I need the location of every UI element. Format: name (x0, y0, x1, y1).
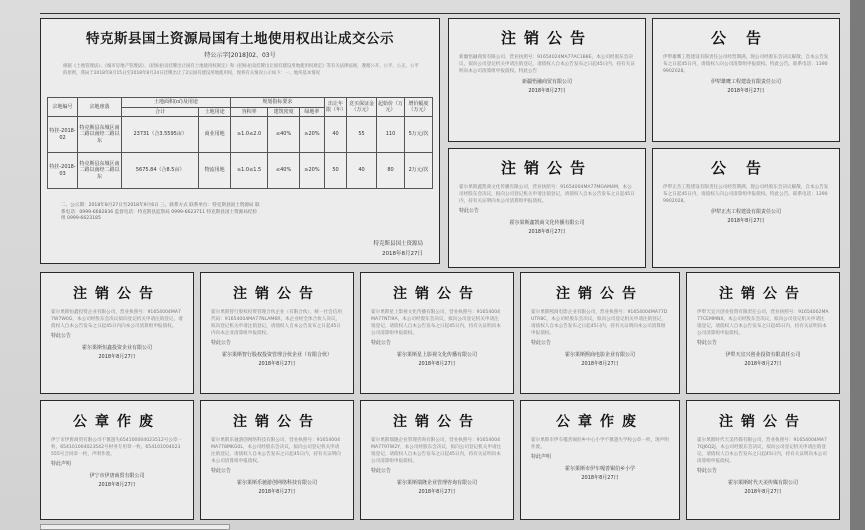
land-parcel-table (47, 97, 433, 189)
notice-body: 霍尔果斯瑞隆企业管理咨询有限公司，营业执照号：91654004MA7797W2Y，本公司经股东会决议，拟向公司登记机关申请注销登记，请债权人自本公告发布之日起45日内，持有关证明向本公司清算组申报债权。 (371, 438, 502, 464)
header-total: 合计 (122, 107, 199, 117)
notice-special: 特此公告 (697, 468, 718, 474)
cell-use: 物流用地 (199, 153, 231, 189)
top-previous-row-strip (40, 0, 840, 14)
land-notice-footer: 二、公示期：2018年8月27日至2018年9月6日 三、联系方式 联系单位：特克斯县国土资源局 联系电话：0999-6682836 监督电话：特克斯县监察局 0999-6623711 特克斯县国土资源局纪检组 0999-6623185 (61, 203, 260, 221)
notice-card (652, 18, 840, 142)
notice-title: 注销公告 (719, 286, 807, 302)
notice-body: 霍尔果斯鑫凯商文化传播有限公司，营业执照号：91654004MA77MGAM4M，本公司经股东会决议，拟向公司登记机关申请注销登记，请债权人自本公告发布之日起45日内，持有关证明向本公司清算组申报债权。 (459, 185, 635, 204)
notice-signer: 霍尔果斯熙商电影企业有限公司 (564, 352, 635, 358)
cell-green: ≥20% (299, 117, 324, 153)
cell-increment: 2万元/次 (405, 153, 433, 189)
notice-card (40, 272, 194, 394)
land-notice-intro: 根据《土地管理法》、《城市房地产管理法》、《招标拍卖挂牌出让国有土地使用权规定》和《招标拍卖挂牌出让国有建设用地使用权规定》等有关法律法规，遵循公开、公平、公正、公平的原则，我局于2018年8月15日至2018年8月24日挂牌出让了2宗国有建设用地使用权，现将有关情况公示如下：一、地块基本情况 (63, 64, 419, 76)
cell-term: 50 (325, 153, 347, 189)
notice-date: 2018年8月27日 (258, 361, 296, 367)
notice-title: 注销公告 (556, 286, 644, 302)
notice-card (448, 148, 646, 268)
notice-title: 公告 (710, 29, 781, 47)
land-notice-doc-no: 特公示字[2018]02、03号 (204, 52, 276, 59)
notice-body: 霍尔果斯智行股权投资管理合伙企业（有限合伙），统一社会信用代码：91654004MA77NLAM6R，本企业经全体合伙人决议，拟向登记机关申请注销登记，请债权人自本公告发布之日起45日内向本企业清算组申报债权。 (211, 310, 342, 336)
notice-title: 注销公告 (719, 414, 807, 430)
notice-body: 伊犁天宜兴创业投资有限责任公司，营业执照号：91654002MA77CEMMNX，本公司经股东会决议，拟向公司登记机关申请注销登记，请债权人自本公告发布之日起45日内，持有关证明向本公司清算组申报债权。 (697, 310, 829, 336)
notice-date: 2018年8月27日 (528, 229, 566, 235)
notice-title: 注销公告 (73, 286, 161, 302)
notice-special: 特此声明 (51, 461, 72, 467)
notice-card (360, 272, 514, 394)
notice-card (686, 400, 840, 520)
notice-date: 2018年8月27日 (581, 361, 619, 367)
notice-title: 注销公告 (500, 29, 593, 47)
cell-location: 特克斯县东城区南二路以南经二路以东 (78, 153, 122, 189)
table-row (48, 153, 433, 189)
header-density: 建筑密度 (268, 107, 300, 117)
notice-title: 公告 (710, 159, 781, 177)
cell-green: ≥20% (299, 153, 324, 189)
notice-special: 特此公告 (51, 333, 72, 339)
notice-card (360, 400, 514, 520)
notice-card (40, 400, 194, 520)
notice-title: 注销公告 (233, 414, 321, 430)
notice-signer: 霍尔果斯瑞隆企业管理咨询有限公司 (396, 480, 477, 486)
notice-date: 2018年8月27日 (528, 88, 566, 94)
notice-special: 特此公告 (211, 468, 232, 474)
notice-body: 霍尔果斯星上影视文化传播有限公司，营业执照号：91654004MA77NTI9A，本公司经股东会决议，拟向公司登记机关申请注销登记，请债权人自本公告发布之日起45日内，持有关证明向本公司清算组申报债权。 (371, 310, 501, 336)
cell-density: ≤40% (268, 153, 300, 189)
notice-title: 注销公告 (393, 286, 481, 302)
notice-body: 霍尔果斯熙商电影企业有限公司，营业执照号：91654004MA77DUTR8C，本公司经股东会决议，拟向公司登记机关申请注销登记，请债权人自本公告发布之日起45日内，持有关证明向本公司清算组申报债权。 (531, 310, 668, 336)
notice-date: 2018年8月27日 (418, 361, 456, 367)
land-notice-signature (373, 239, 423, 259)
cell-deposit: 55 (347, 117, 377, 153)
notice-date: 2018年8月27日 (744, 489, 782, 495)
header-location: 宗地座落 (78, 98, 122, 117)
notice-signer: 伊犁天宜兴创业投资有限责任公司 (725, 352, 801, 358)
notice-body: 霍尔果斯恒鑫投资企业有限公司，营业执照号：91654004MA77W7W0G，本公司经股东会决议拟向登记机关申请注销登记，请债权人自本公告发布之日起45日内向本公司清算组申报债权。 (51, 310, 183, 329)
notice-title: 公章作废 (73, 414, 161, 430)
notice-signer: 伊犁正杰工程建设有限责任公司 (710, 209, 781, 215)
notice-signer: 伊犁雄鹰工程建设有限责任公司 (710, 79, 781, 85)
notice-body: 伊犁雄鹰工程建设有限责任公司经营期满，现公司经股东会决议解散，自本公告发布之日起45日内，请债权人向公司清算组申报债权。特此公告。联系电话：13909902028。 (663, 55, 829, 74)
notice-card (200, 400, 354, 520)
notice-signer: 新疆悟融商贸有限公司 (521, 79, 572, 85)
notice-signer: 霍尔果斯恒鑫投资企业有限公司 (81, 345, 152, 351)
notice-special: 特此公告 (211, 340, 232, 346)
notice-card (520, 272, 680, 394)
notice-body: 伊宁市伊唐商贸有限公司不慎遗失654100004023512号公章一枚、654101004023542号财务专用章一枚、654101004023555号合同章一枚，声明作废。 (51, 438, 183, 457)
notice-signer: 伊宁市伊唐商贸有限公司 (89, 473, 145, 479)
notice-special: 特此声明 (531, 454, 552, 460)
notice-body: 新疆悟融商贸有限公司，营业执照号：91654024MA77AC1B8E，本公司经股东会决议，拟向公司登记机关申请注销登记，请债权人自本公告发布之日起45日内，持有关证明向本公司清算组申报债权。特此公告 (459, 55, 635, 74)
notice-card (686, 272, 840, 394)
land-notice-date: 2018年8月27日 (382, 251, 423, 257)
cell-parcel-no: 特挂-2018-02 (48, 117, 78, 153)
notice-date: 2018年8月27日 (744, 361, 782, 367)
notice-signer: 霍尔果斯星上影视文化传播有限公司 (396, 352, 477, 358)
notice-card (200, 272, 354, 394)
cell-area: 5675.84（合8.5亩） (122, 153, 199, 189)
cell-deposit: 40 (347, 153, 377, 189)
notice-signer: 霍尔果斯智行股权投资管理合伙企业（有限合伙） (221, 352, 332, 358)
notice-date: 2018年8月27日 (418, 489, 456, 495)
notice-date: 2018年8月27日 (258, 489, 296, 495)
land-notice-title: 特克斯县国土资源局国有土地使用权出让成交公示 (86, 31, 394, 47)
land-notice-signer: 特克斯县国土资源局 (373, 241, 423, 247)
cell-density: ≤40% (268, 117, 300, 153)
notice-title: 公章作废 (556, 414, 644, 430)
page-edge-shadow (850, 0, 865, 530)
cell-area: 23731（合3.5595亩） (122, 117, 199, 153)
header-use: 土地用途 (199, 107, 231, 117)
cell-parcel-no: 特挂-2018-03 (48, 153, 78, 189)
notice-title: 注销公告 (393, 414, 481, 430)
cell-far: ≥1.0≤2.0 (230, 117, 267, 153)
notice-card (448, 18, 646, 142)
cell-price: 80 (377, 153, 405, 189)
notice-date: 2018年8月27日 (98, 482, 136, 488)
notice-body: 霍尔果斯市伊车嘎善锡伯乡中心小学不慎遗失学校公章一枚，现声明作废。 (531, 438, 669, 450)
header-start-price: 起始价（万元） (377, 98, 405, 117)
notice-signer: 霍尔果斯市伊车嘎善锡伯乡小学 (564, 466, 635, 472)
notice-title: 注销公告 (233, 286, 321, 302)
notice-special: 特此公告 (371, 340, 392, 346)
notice-special: 特此公告 (459, 208, 480, 214)
notice-date: 2018年8月27日 (727, 218, 765, 224)
notice-card (520, 400, 680, 520)
notice-date: 2018年8月27日 (581, 475, 619, 481)
header-increment: 增价幅度（万元） (405, 98, 433, 117)
notice-special: 特此公告 (697, 340, 718, 346)
notice-body: 霍尔果斯乐驰游创网络科技有限公司，营业执照号：91654004MA778MKG0L，本公司经股东会决议，拟向公司登记机关申请注销登记，请债权人自本公告发布之日起45日内，持有关证明向本公司清算组申报债权。 (211, 438, 341, 464)
notice-signer: 霍尔果斯时代天美传媒有限公司 (727, 480, 798, 486)
notice-title: 注销公告 (500, 159, 593, 177)
notice-card (652, 148, 840, 268)
notice-date: 2018年8月27日 (98, 354, 136, 360)
cell-price: 110 (377, 117, 405, 153)
header-area-use: 土地面积(㎡)及用途 (122, 98, 231, 108)
cell-increment: 5万元/次 (405, 117, 433, 153)
notice-body: 伊犁正杰工程建设有限责任公司经营期满，现公司经股东会决议解散，自本公告发布之日起45日内，请债权人向公司清算组申报债权。特此公告。联系电话：13909902028。 (663, 185, 829, 204)
land-transfer-notice (40, 18, 440, 264)
bottom-partial-box (40, 524, 230, 530)
header-deposit: 竞买保证金（万元） (347, 98, 377, 117)
header-term: 出让年限（年） (325, 98, 347, 117)
notice-date: 2018年8月27日 (727, 88, 765, 94)
notice-special: 特此公告 (371, 468, 392, 474)
cell-use: 商业用地 (199, 117, 231, 153)
notice-signer: 霍尔果斯乐驰游创网络科技有限公司 (236, 480, 317, 486)
notice-special: 特此公告 (531, 340, 552, 346)
table-header-row (48, 98, 433, 108)
table-row (48, 117, 433, 153)
header-parcel-no: 宗地编号 (48, 98, 78, 117)
cell-far: ≥1.0≤1.5 (230, 153, 267, 189)
header-far: 容积率 (230, 107, 267, 117)
header-planning: 规划指标要求 (230, 98, 324, 108)
notice-body: 霍尔果斯时代天美传媒有限公司，营业执照号：91654004MA77QJ6Q2J，本公司经股东会决议，拟向公司登记机关申请注销登记，请债权人自本公告发布之日起45日内，持有关证明向本公司清算组申报债权。 (697, 438, 827, 464)
notice-signer: 霍尔果斯鑫凯商文化传播有限公司 (509, 220, 585, 226)
cell-location: 特克斯县东城区南二路以南经二路以东 (78, 117, 122, 153)
header-green: 绿地率 (299, 107, 324, 117)
cell-term: 40 (325, 117, 347, 153)
